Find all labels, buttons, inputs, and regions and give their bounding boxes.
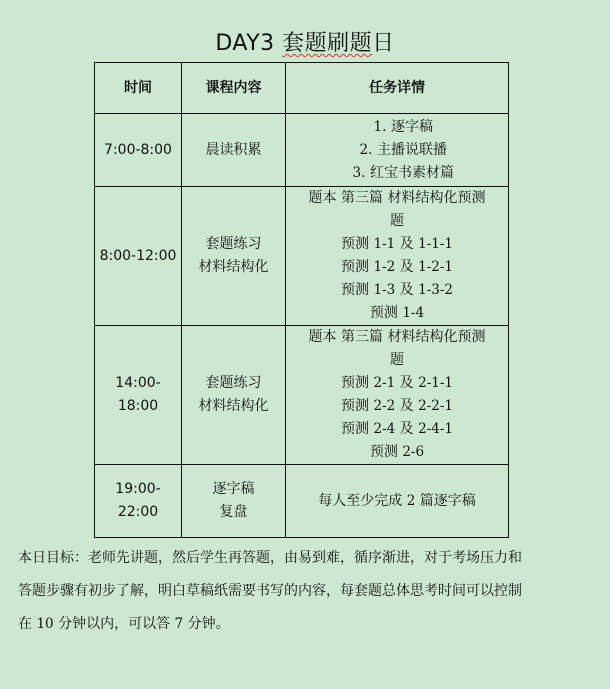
row3-time-line: 18:00	[117, 398, 159, 414]
title-suffix: 日	[372, 31, 395, 56]
task-joiner: 及	[395, 421, 419, 437]
goal-line: 答题步骤有初步了解，明白草稿纸需要书写的内容，每套题总体思考时间可以控制	[18, 583, 522, 599]
goal-label: 本日目标：	[18, 550, 88, 566]
list-text: 逐字稿	[391, 118, 433, 135]
row1-course	[182, 114, 286, 187]
task-line	[286, 490, 508, 513]
goal-number: 7	[174, 616, 184, 632]
task-line	[286, 302, 508, 325]
list-number: 2.	[359, 141, 373, 158]
task-code: 2-4	[373, 421, 396, 437]
task-prefix: 预测	[341, 375, 374, 391]
goal-line	[18, 542, 598, 575]
row2-course	[182, 187, 286, 326]
task-prefix: 预测	[341, 398, 374, 414]
task-line	[286, 279, 508, 302]
table-row	[95, 187, 509, 326]
title-squiggle-text: 套题刷题	[282, 31, 373, 56]
task-code: 1-3-2	[418, 282, 453, 298]
task-joiner: 及	[395, 375, 419, 391]
task-line	[286, 256, 508, 279]
task-heading: 题本 第三篇 材料结构化预测	[308, 329, 486, 345]
task-prefix: 预测	[341, 259, 374, 275]
table-row	[95, 465, 509, 538]
task-line	[286, 395, 508, 418]
task-prefix: 预测	[341, 282, 374, 298]
task-line	[286, 441, 508, 464]
row3-time-line: 14:00-	[115, 375, 161, 391]
list-number: 3.	[352, 164, 366, 181]
task-joiner: 及	[395, 259, 419, 275]
task-heading-cont: 题	[390, 352, 404, 368]
task-code: 1-1	[373, 236, 396, 252]
task-prefix: 预测	[341, 421, 374, 437]
task-line	[286, 418, 508, 441]
title-prefix: DAY3	[215, 31, 283, 56]
task-joiner: 及	[395, 236, 419, 252]
row3-course-line: 套题练习	[205, 375, 262, 391]
list-text: 红宝书素材篇	[370, 164, 454, 181]
task-number: 2	[406, 492, 416, 509]
goal-text: 分钟以内，可以答	[53, 616, 175, 632]
row4-time-line: 19:00-	[115, 481, 161, 497]
task-code: 2-4-1	[418, 421, 453, 437]
task-prefix: 预测	[369, 305, 403, 321]
row3-course-line: 材料结构化	[198, 398, 269, 414]
goal-text: 分钟。	[183, 616, 230, 632]
task-code: 2-2-1	[418, 398, 453, 414]
task-code: 2-1-1	[418, 375, 453, 391]
task-line	[286, 233, 508, 256]
task-heading: 题本 第三篇 材料结构化预测	[308, 190, 486, 206]
task-code: 1-1-1	[418, 236, 453, 252]
goal-text: 老师先讲题，然后学生再答题，由易到难，循序渐进，对于考场压力和	[88, 550, 522, 566]
task-heading-cont: 题	[390, 213, 404, 229]
list-item	[294, 139, 508, 162]
goal-number: 10	[36, 616, 54, 632]
row3-time	[95, 326, 182, 465]
task-code: 2-1	[373, 375, 396, 391]
row1-time: 7:00-8:00	[95, 114, 182, 187]
row4-course	[182, 465, 286, 538]
list-text: 主播说联播	[377, 141, 447, 158]
task-line	[286, 372, 508, 395]
row4-time-line: 22:00	[117, 504, 159, 520]
row2-course-line: 套题练习	[205, 236, 262, 252]
task-code: 2-2	[373, 398, 396, 414]
goal-text: 在	[18, 616, 37, 632]
task-code: 1-2	[373, 259, 396, 275]
row4-course-line: 复盘	[219, 504, 248, 520]
row2-course-line: 材料结构化	[198, 259, 269, 275]
task-code: 1-3	[373, 282, 396, 298]
list-item	[294, 162, 508, 185]
row2-tasks	[286, 187, 509, 326]
header-time: 时间	[95, 63, 182, 114]
task-prefix: 预测	[369, 444, 403, 460]
table-row	[95, 326, 509, 465]
header-course: 课程内容	[182, 63, 286, 114]
list-item	[294, 116, 508, 139]
task-code: 2-6	[402, 444, 425, 460]
list-number: 1.	[373, 118, 387, 135]
schedule-table	[94, 62, 509, 538]
task-suffix: 篇逐字稿	[415, 492, 476, 509]
task-prefix: 预测	[341, 236, 374, 252]
row1-tasks	[286, 114, 509, 187]
row2-time: 8:00-12:00	[95, 187, 182, 326]
table-row	[95, 114, 509, 187]
row1-course-line: 晨读积累	[205, 141, 262, 158]
task-prefix: 每人至少完成	[318, 492, 407, 509]
row4-time	[95, 465, 182, 538]
header-tasks: 任务详情	[286, 63, 509, 114]
goal-line	[18, 608, 598, 641]
task-joiner: 及	[395, 398, 419, 414]
row4-tasks	[286, 465, 509, 538]
task-code: 1-4	[402, 305, 425, 321]
row4-course-line: 逐字稿	[212, 481, 255, 497]
table-header-row	[95, 63, 509, 114]
row3-course	[182, 326, 286, 465]
daily-goal	[18, 542, 598, 641]
row3-tasks	[286, 326, 509, 465]
task-joiner: 及	[395, 282, 419, 298]
page-title	[0, 26, 610, 57]
task-code: 1-2-1	[418, 259, 453, 275]
